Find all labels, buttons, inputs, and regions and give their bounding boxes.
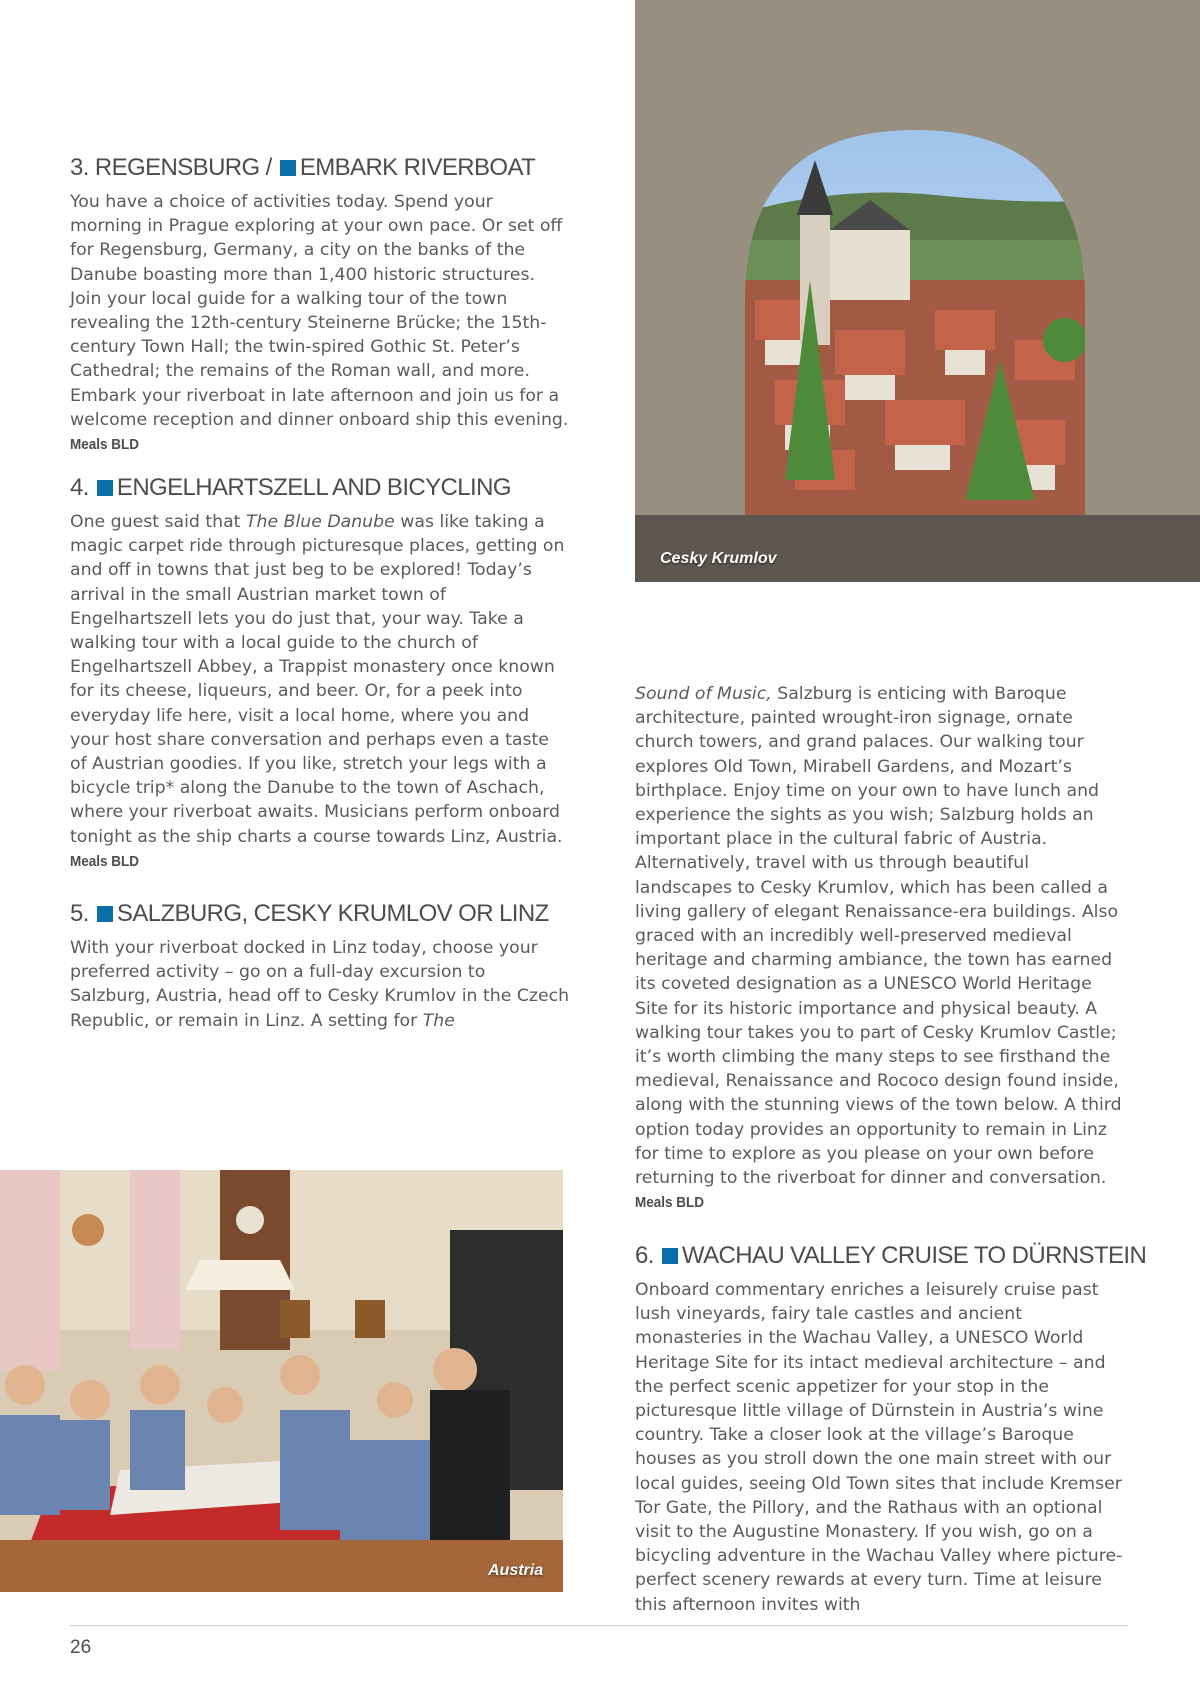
section-5-continued-body: Sound of Music, Salzburg is enticing with Baroque architecture, painted wrought-iron signage, ornate church towers, and grand palaces. Our walking tour explores Old Town, Mirabell Gardens, and Mozart’s birthplace. Enjoy time on your own to have lunch and experience the sights as you wish; Salzburg holds an important place in the cultural fabric of Austria. Alternatively, travel with us through beautiful landscapes to Cesky Krumlov, which has been called a living gallery of elegant Renaissance-era buildings. Also graced with an incredibly well-preserved medieval heritage and charming ambiance, the town has earned its coveted designation as a UNESCO World Heritage Site for its historic importance and physical beauty. A walking tour takes you to part of Cesky Krumlov Castle; it’s worth climbing the many steps to see firsthand the medieval, Renaissance and Rococo design found inside, along with the stunning views of the town below. A third option today provides an opportunity to remain in Linz for time to explore as you please on your own before returning to the riverboat for dinner and conversation. Meals BLD	[635, 682, 1130, 1215]
section-5-heading: 5. SALZBURG, CESKY KRUMLOV OR LINZ	[70, 900, 549, 927]
meals-label: Meals BLD	[70, 852, 140, 870]
meals-label: Meals BLD	[70, 436, 140, 454]
section-4-body: One guest said that The Blue Danube was like taking a magic carpet ride through picturesque places, getting on and off in towns that just beg to be explored! Today’s arrival in the small Austrian market town of Engelhartszell lets you do just that, your way. Take a walking tour with a local guide to the church of Engelhartszell Abbey, a Trappist monastery once known for its cheese, liqueurs, and beer. Or, for a peek into everyday life here, visit a local home, where you and your host share conversation and perhaps even a taste of Austrian goodies. If you like, stretch your legs with a bicycle trip* along the Danube to the town of Aschach, where your riverboat awaits. Musicians perform onboard tonight as the ship charts a course towards Linz, Austria. Meals BLD	[70, 510, 570, 874]
blue-square-icon	[97, 906, 113, 922]
section-6-body: Onboard commentary enriches a leisurely cruise past lush vineyards, fairy tale castles and ancient monasteries in the Wachau Valley, a UNESCO World Heritage Site for its intact medieval architecture – and the perfect scenic appetizer for your stop in the picturesque little village of Dürnstein in Austria’s wine country. Take a closer look at the village’s Baroque houses as you stroll down the one main street with our local guides, seeing Old Town sites that include Kremser Tor Gate, the Pillory, and the Rathaus with an optional visit to the Augustine Monastery. If you wish, go on a bicycling adventure in the Wachau Valley where picture-perfect scenery rewards at every turn. Time at leisure this afternoon invites with	[635, 1280, 1123, 1615]
page-number: 26	[70, 1637, 92, 1658]
cesky-krumlov-photo	[635, 0, 1200, 582]
section-5-body: With your riverboat docked in Linz today, choose your preferred activity – go on a full-day excursion to Salzburg, Austria, head off to Cesky Krumlov in the Czech Republic, or remain in Linz. A setting for The	[70, 938, 570, 1031]
blue-square-icon	[280, 160, 296, 176]
meals-label: Meals BLD	[635, 1194, 705, 1212]
section-4	[70, 472, 570, 874]
austria-photo	[0, 1170, 563, 1592]
photo-caption-austria: Austria	[488, 1562, 544, 1579]
section-6-heading: 6. WACHAU VALLEY CRUISE TO DÜRNSTEIN	[635, 1242, 1147, 1269]
section-3	[70, 152, 570, 457]
section-3-body: You have a choice of activities today. Spend your morning in Prague exploring at your own pace. Or set off for Regensburg, Germany, a city on the banks of the Danube boasting more than 1,400 historic structures. Join your local guide for a walking tour of the town revealing the 12th-century Steinerne Brücke; the 15th-century Town Hall; the twin-spired Gothic St. Peter’s Cathedral; the remains of the Roman wall, and more. Embark your riverboat in late afternoon and join us for a welcome reception and dinner onboard ship this evening. Meals BLD	[70, 190, 570, 457]
austria-illustration	[0, 1170, 563, 1592]
cesky-krumlov-illustration	[635, 0, 1200, 582]
section-3-heading: 3. REGENSBURG / EMBARK RIVERBOAT	[70, 154, 536, 181]
section-5	[70, 898, 570, 1033]
section-6	[635, 1240, 1147, 1617]
section-5-continued	[635, 682, 1130, 1215]
blue-square-icon	[662, 1248, 678, 1264]
footer-divider	[70, 1625, 1128, 1626]
section-4-heading: 4. ENGELHARTSZELL AND BICYCLING	[70, 474, 511, 501]
blue-square-icon	[97, 480, 113, 496]
photo-caption-cesky: Cesky Krumlov	[660, 550, 777, 567]
